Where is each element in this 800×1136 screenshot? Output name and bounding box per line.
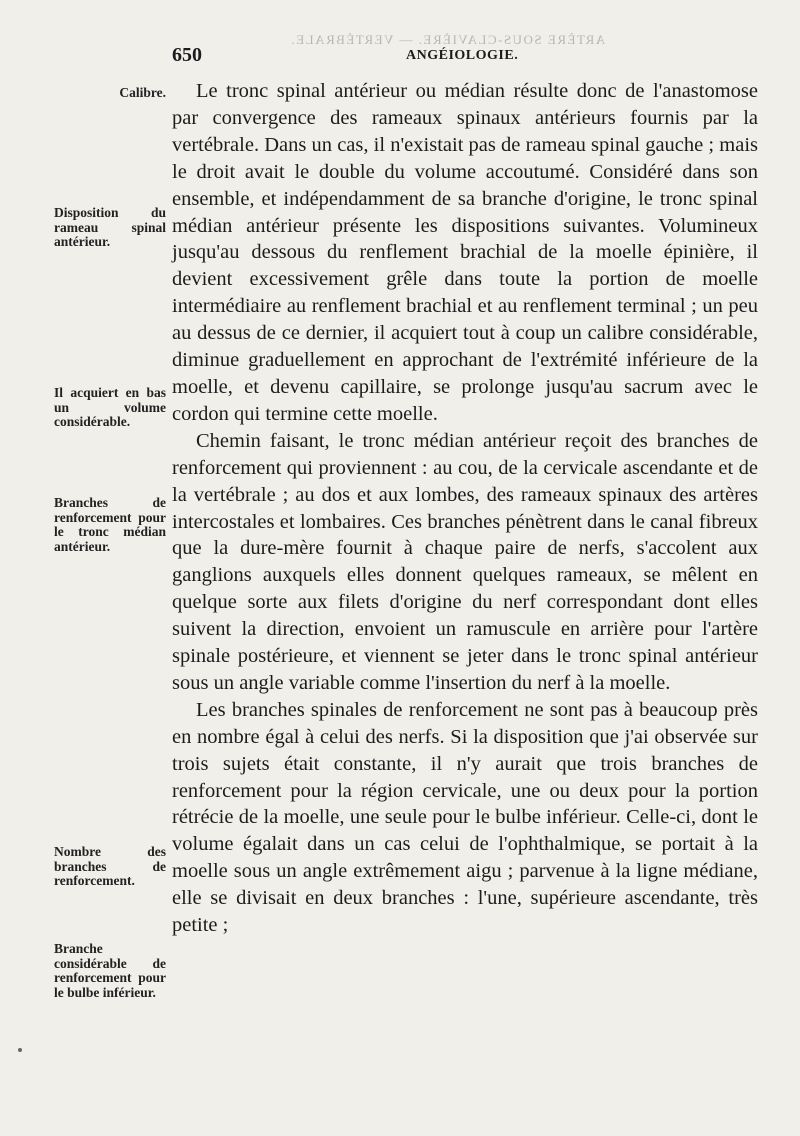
main-text bbox=[172, 78, 758, 939]
page-header bbox=[172, 44, 532, 74]
bleed-through-text: ARTÈRE SOUS-CLAVIÈRE. — VERTÉBRALE. bbox=[290, 32, 606, 47]
paragraph-chemin-faisant: Chemin faisant, le tronc médian antérieur reçoit des branches de renforcement qui proviennent : au cou, de la cervicale ascendante et de la vertébrale ; au dos et aux lombes, des rameaux spinaux des artères intercostales et lombaires. Ces branches pénètrent dans le canal fibreux que la dure-mère fournit à chaque paire de nerfs, s'accolent aux ganglions auxquels elles donnent quelques rameaux, se mêlent en quelque sorte aux filets d'origine du nerf correspondant dont elles suivent la direction, envoient un ramuscule en arrière pour l'artère spinale postérieure, et viennent se jeter dans le tronc spinal antérieur sous un angle variable comme l'insertion du nerf à la moelle. bbox=[172, 429, 758, 694]
paragraph-tronc-spinal: Le tronc spinal antérieur ou médian résulte donc de l'anastomose par convergence des rameaux spinaux antérieurs fournis par la vertébrale. Dans un cas, il n'existait pas de rameau spinal gauche ; mais le droit avait le double du volume accoutumé. Considéré dans son ensemble, et indépendamment de sa branche d'origine, le tronc spinal médian antérieur présente les dispositions suivantes. Volumineux jusqu'au dessous du renflement brachial de la moelle épinière, il devient excessivement grêle dans toute la portion de moelle intermédiaire au renflement brachial et au renflement terminal ; un peu au dessus de ce dernier, il acquiert tout à coup un calibre considérable, diminue graduellement en approchant de l'extrémité inférieure de la moelle, et devenu capillaire, se prolonge jusqu'au sacrum avec le cordon qui termine cette moelle. bbox=[172, 80, 758, 425]
running-title: ANGÉIOLOGIE. bbox=[406, 48, 519, 63]
margin-note-disposition: Disposition du rameau spinal antérieur. bbox=[54, 205, 166, 249]
margin-note-branches: Branches de renforcement pour le tronc médian antérieur. bbox=[54, 495, 166, 554]
page-number: 650 bbox=[172, 44, 202, 66]
margin-note-calibre: Calibre. bbox=[119, 85, 166, 100]
ink-speck bbox=[18, 1048, 22, 1052]
paragraph-branches-spinales: Les branches spinales de renforcement ne sont pas à beaucoup près en nombre égal à celui des nerfs. Si la disposition que j'ai observée sur trois sujets était constante, il n'y aurait que trois branches de renforcement pour la région cervicale, une ou deux pour la portion rétrécie de la moelle, une seule pour le bulbe inférieur. Celle-ci, dont le volume égalait dans un cas celui de l'ophthalmique, se portait à la moelle sous un angle extrêmement aigu ; parvenue à la ligne médiane, elle se divisait en deux branches : l'une, supérieure ascendante, très petite ; bbox=[172, 698, 758, 937]
margin-note-volume: Il acquiert en bas un volume considérable. bbox=[54, 385, 166, 429]
margin-note-bulbe: Branche considérable de renforcement pour le bulbe inférieur. bbox=[54, 941, 166, 1000]
margin-note-nombre: Nombre des branches de renforcement. bbox=[54, 844, 166, 888]
